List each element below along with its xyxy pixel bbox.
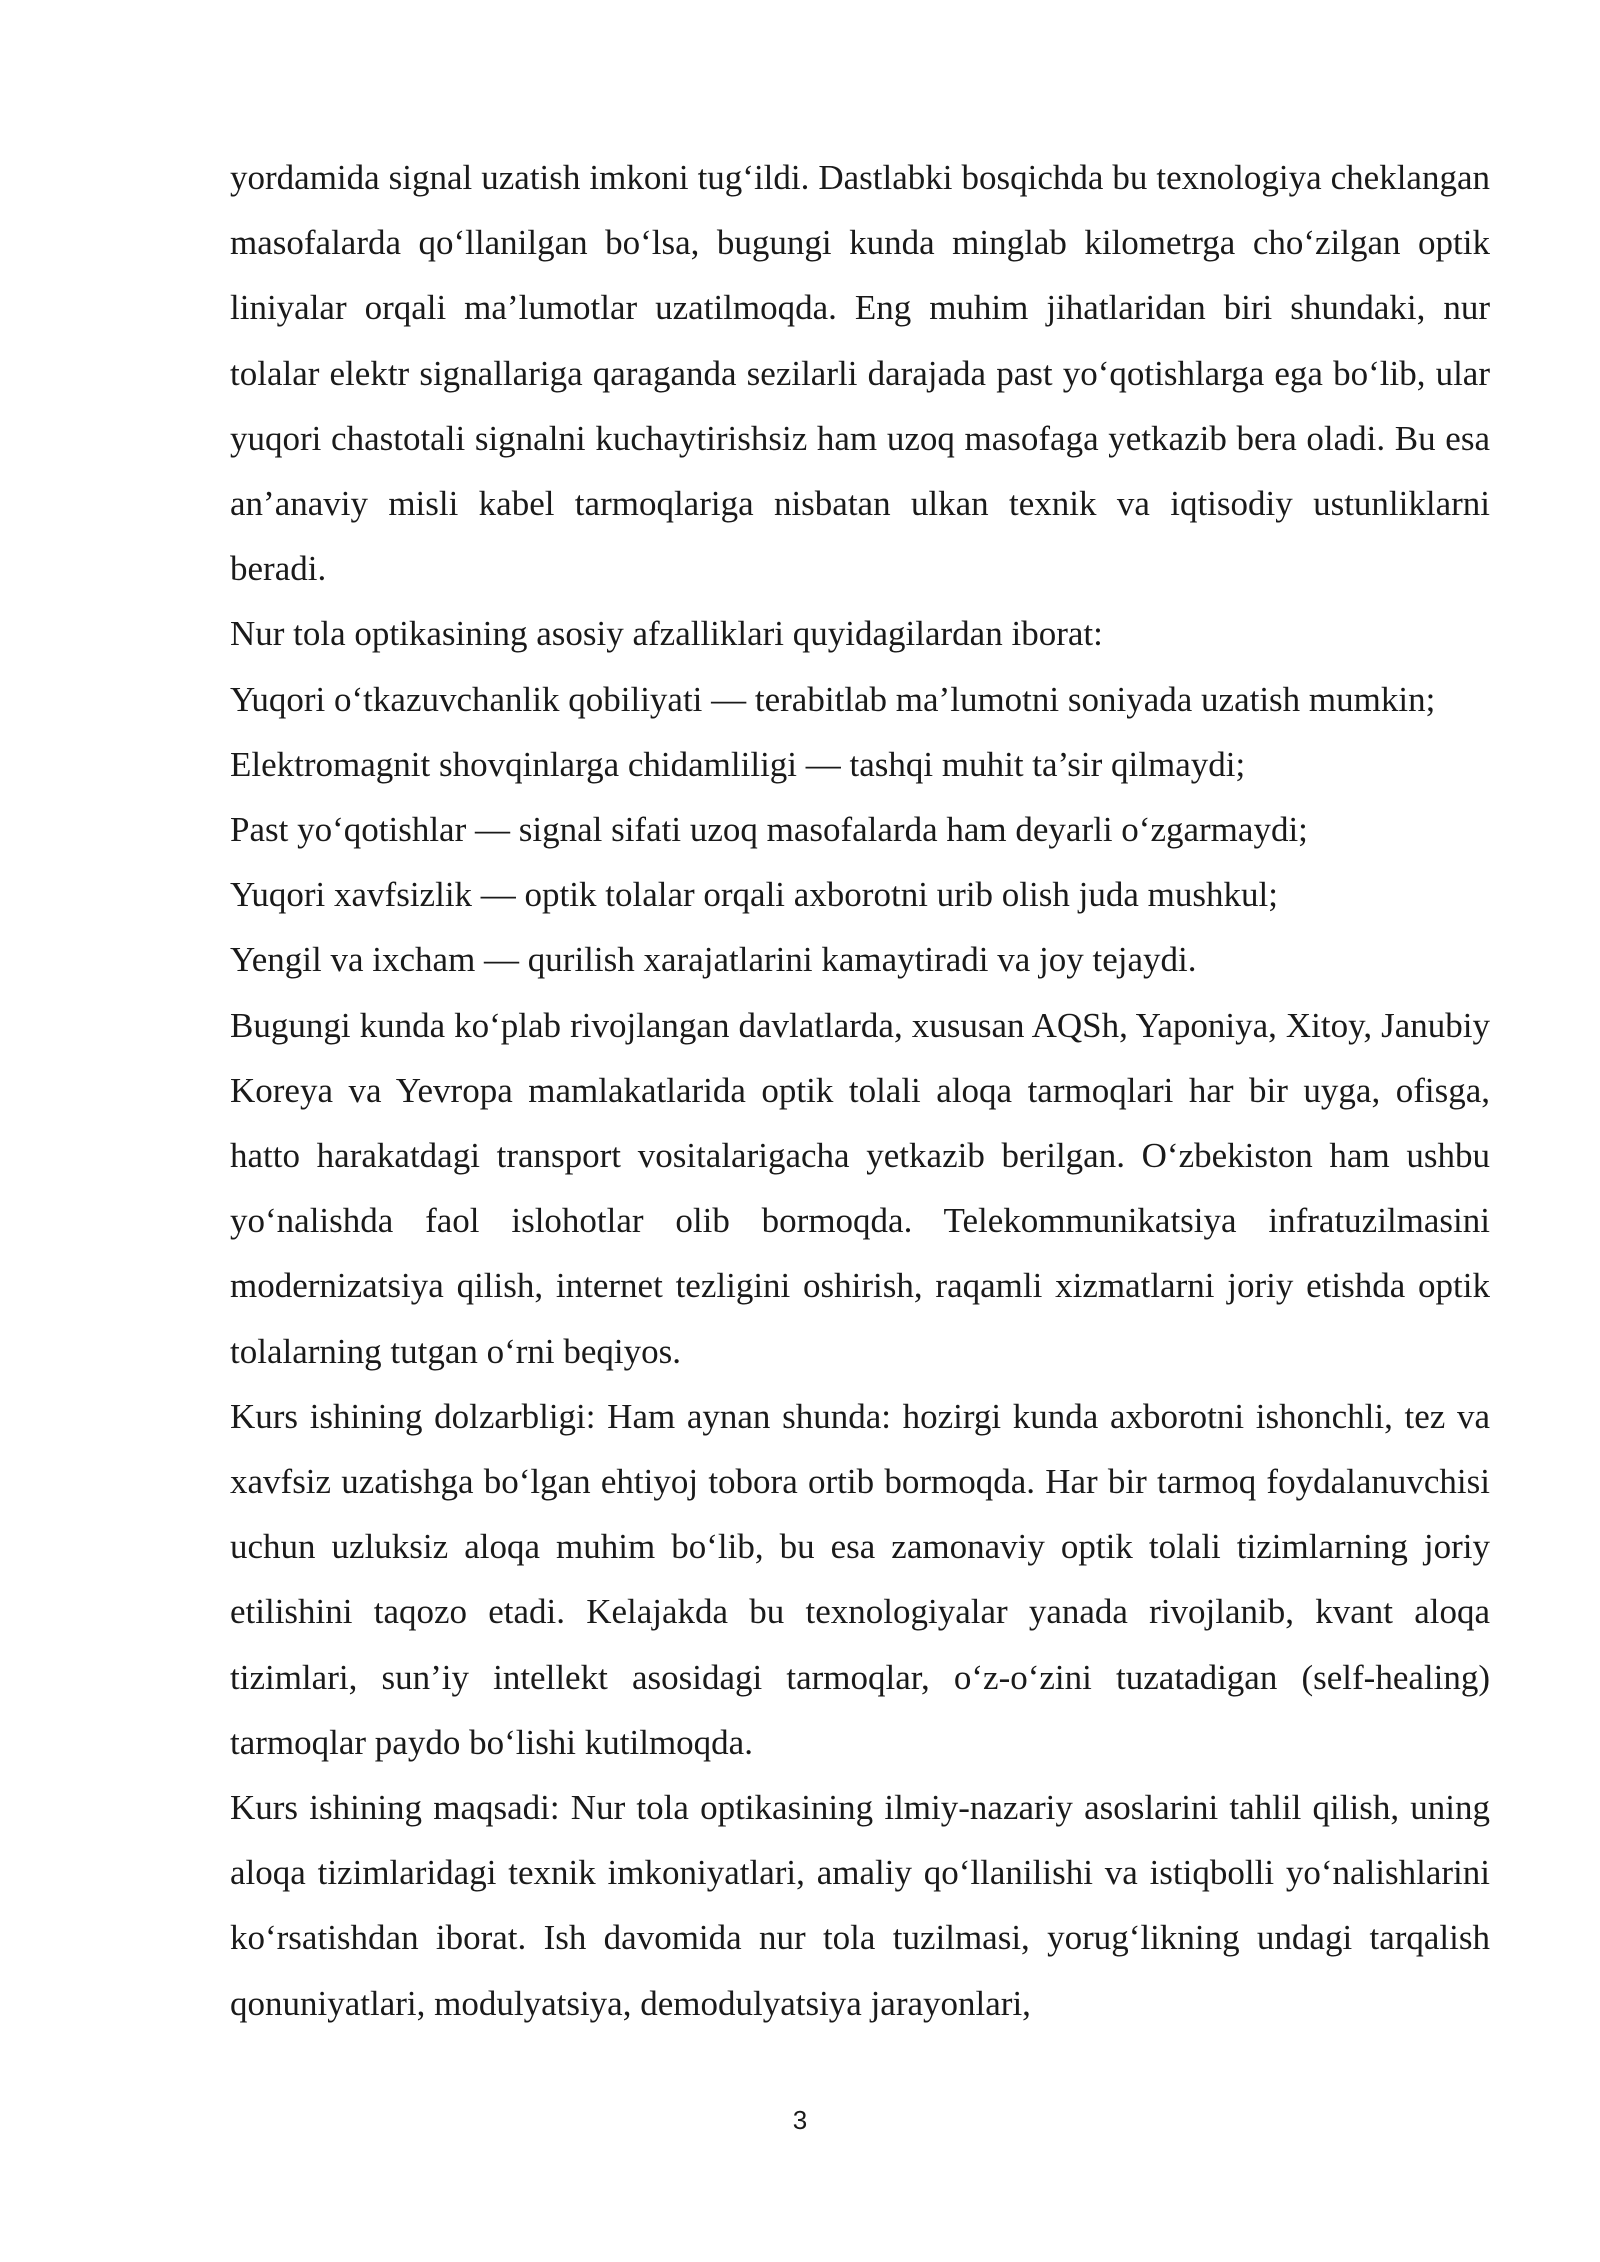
list-item-emi-resistance: Elektromagnit shovqinlarga chidamliligi — tashqi muhit ta’sir qilmaydi; (230, 744, 1246, 784)
paragraph-global-adoption: Bugungi kunda ko‘plab rivojlangan davlatlarda, xususan AQSh, Yaponiya, Xitoy, Janubiy Koreya va Yevropa mamlakatlarida optik tolali aloqa tarmoqlari har bir uyga, ofisga, hatto harakatdagi transport vositalarigacha yetkazib berilgan. O‘zbekiston ham ushbu yo‘nalishda faol islohotlar olib bormoqda. Telekommunikatsiya infratuzilmasini modernizatsiya qilish, internet tezligini oshirish, raqamli xizmatlarni joriy etishda optik tolalarning tutgan o‘rni beqiyos. (230, 1005, 1490, 1371)
list-item-security: Yuqori xavfsizlik — optik tolalar orqali axborotni urib olish juda mushkul; (230, 875, 1278, 915)
paragraph-goal: Kurs ishining maqsadi: Nur tola optikasining ilmiy-nazariy asoslarini tahlil qilish, uning aloqa tizimlaridagi texnik imkoniyatlari, amaliy qo‘llanilishi va istiqbolli yo‘nalishlarini ko‘rsatishdan iborat. Ish davomida nur tola tuzilmasi, yorug‘likning undagi tarqalish qonuniyatlari, modulyatsiya, demodulyatsiya jarayonlari, (230, 1788, 1490, 2023)
list-item-low-loss: Past yo‘qotishlar — signal sifati uzoq masofalarda ham deyarli o‘zgarmaydi; (230, 810, 1308, 850)
page-number: 3 (792, 2105, 808, 2135)
paragraph-relevance: Kurs ishining dolzarbligi: Ham aynan shunda: hozirgi kunda axborotni ishonchli, tez va xavfsiz uzatishga bo‘lgan ehtiyoj tobora ortib bormoqda. Har bir tarmoq foydalanuvchisi uchun uzluksiz aloqa muhim bo‘lib, bu esa zamonaviy optik tolali tizimlarning joriy etilishini taqozo etadi. Kelajakda bu texnologiyalar yanada rivojlanib, kvant aloqa tizimlari, sun’iy intellekt asosidagi tarmoqlar, o‘z-o‘zini tuzatadigan (self-healing) tarmoqlar paydo bo‘lishi kutilmoqda. (230, 1396, 1490, 1762)
page-body (230, 145, 1490, 2036)
paragraph-advantages-heading: Nur tola optikasining asosiy afzalliklari quyidagilardan iborat: (230, 614, 1103, 654)
paragraph-intro-continuation: yordamida signal uzatish imkoni tug‘ildi. Dastlabki bosqichda bu texnologiya cheklangan masofalarda qo‘llanilgan bo‘lsa, bugungi kunda minglab kilometrga cho‘zilgan optik liniyalar orqali ma’lumotlar uzatilmoqda. Eng muhim jihatlaridan biri shundaki, nur tolalar elektr signallariga qaraganda sezilarli darajada past yo‘qotishlarga ega bo‘lib, ular yuqori chastotali signalni kuchaytirishsiz ham uzoq masofaga yetkazib bera oladi. Bu esa an’anaviy misli kabel tarmoqlariga nisbatan ulkan texnik va iqtisodiy ustunliklarni beradi. (230, 158, 1490, 589)
list-item-lightweight: Yengil va ixcham — qurilish xarajatlarini kamaytiradi va joy tejaydi. (230, 940, 1197, 980)
list-item-bandwidth: Yuqori o‘tkazuvchanlik qobiliyati — terabitlab ma’lumotni soniyada uzatish mumkin; (230, 679, 1436, 719)
